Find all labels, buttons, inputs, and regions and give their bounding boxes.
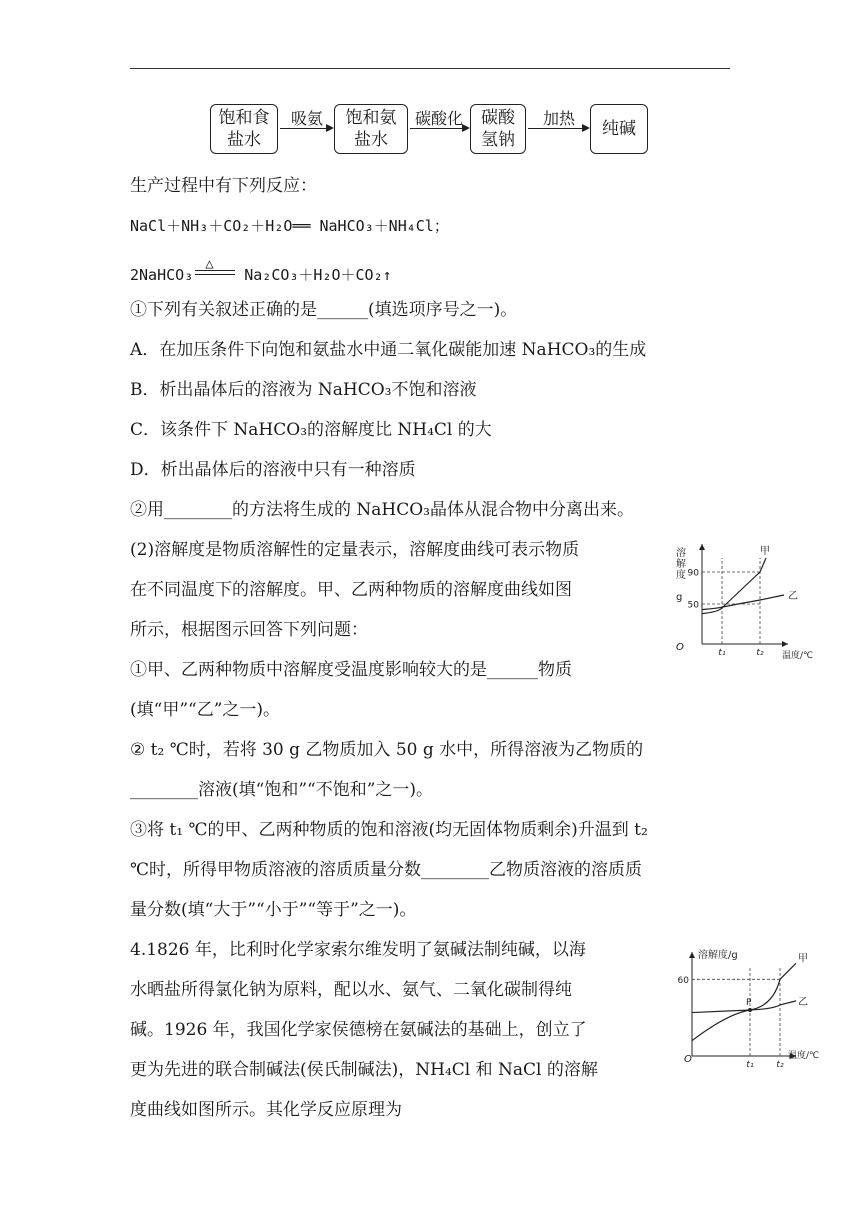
series-line-yi xyxy=(692,1001,796,1013)
q4-line-3: 碱。1926 年，我国化学家侯德榜在氨碱法的基础上，创立了 xyxy=(130,1020,587,1040)
series-line-yi xyxy=(702,595,784,610)
q4-line-4: 更为先进的联合制碱法(侯氏制碱法)，NH₄Cl 和 NaCl 的溶解 xyxy=(130,1060,598,1080)
heat-symbol: △ xyxy=(205,256,214,272)
option-a: A．在加压条件下向饱和氨盐水中通二氧化碳能加速 NaHCO₃的生成 xyxy=(130,340,647,360)
y-axis-label-char: 解 xyxy=(676,559,686,570)
series-line-jia xyxy=(692,963,796,1040)
x-axis-label: 温度/℃ xyxy=(782,651,814,661)
part2-sub3-line-2: ℃时，所得甲物质溶液的溶质质量分数________乙物质溶液的溶质质 xyxy=(130,860,643,880)
part2-sub2-line-2: ________溶液(填“饱和”“不饱和”之一)。 xyxy=(130,780,434,800)
flow-label-absorb-ammonia: 吸氨 xyxy=(290,109,323,128)
heat-condition xyxy=(193,258,235,282)
part2-line-3: 所示，根据图示回答下列问题： xyxy=(130,620,368,640)
reaction-2 xyxy=(130,258,392,287)
part2-line-2: 在不同温度下的溶解度。甲、乙两种物质的溶解度曲线如图 xyxy=(130,580,572,600)
y-axis-label-char: 溶 xyxy=(676,548,686,559)
series-label-yi: 乙 xyxy=(798,996,808,1008)
intersection-point-label: P xyxy=(746,998,752,1008)
flow-box-soda-ash: 纯碱 xyxy=(590,104,648,154)
x-axis-label: 温度/℃ xyxy=(788,1051,820,1061)
option-d: D．析出晶体后的溶液中只有一种溶质 xyxy=(130,460,416,480)
x-tick-label: t₁ xyxy=(746,1060,754,1070)
part2-line-5: (填“甲”“乙”之一)。 xyxy=(130,700,281,720)
part2-sub3-line-1: ③将 t₁ ℃的甲、乙两种物质的饱和溶液(均无固体物质剩余)升温到 t₂ xyxy=(130,820,648,840)
part2-line-4: ①甲、乙两种物质中溶解度受温度影响较大的是______物质 xyxy=(130,660,572,680)
origin-label: O xyxy=(676,642,684,653)
intro-text: 生产过程中有下列反应： xyxy=(130,176,317,196)
y-axis-label-char: 度 xyxy=(676,570,686,581)
part2-sub2-line-1: ② t₂ ℃时，若将 30 g 乙物质加入 50 g 水中，所得溶液为乙物质的 xyxy=(130,740,644,760)
q4-line-2: 水晒盐所得氯化钠为原料，配以水、氨气、二氧化碳制得纯 xyxy=(130,980,572,1000)
flow-box-sodium-bicarbonate: 碳酸 氢钠 xyxy=(470,104,526,154)
x-axis-arrow xyxy=(782,641,788,647)
flow-box-ammonia-brine: 饱和氨 盐水 xyxy=(334,104,408,154)
y-tick-label: 90 xyxy=(687,568,699,579)
question-1-stem: ①下列有关叙述正确的是______(填选项序号之一)。 xyxy=(130,300,518,320)
reaction-1: NaCl＋NH₃＋CO₂＋H₂O══ NaHCO₃＋NH₄Cl； xyxy=(130,217,449,235)
y-tick-label: 60 xyxy=(677,975,689,986)
reaction-2-left: 2NaHCO₃ xyxy=(130,266,194,284)
y-axis-label-char: g xyxy=(676,592,683,603)
top-rule xyxy=(130,68,730,69)
q4-line-5: 度曲线如图所示。其化学反应原理为 xyxy=(130,1100,402,1120)
series-label-jia: 甲 xyxy=(798,953,808,965)
q4-line-1: 4.1826 年，比利时化学家索尔维发明了氨碱法制纯碱，以海 xyxy=(130,940,586,960)
flow-arrow-2 xyxy=(410,128,468,129)
x-tick-label: t₂ xyxy=(756,648,764,658)
option-b: B．析出晶体后的溶液为 NaHCO₃不饱和溶液 xyxy=(130,380,477,400)
x-tick-label: t₁ xyxy=(718,648,726,658)
part2-sub3-line-3: 量分数(填“大于”“小于”“等于”之一)。 xyxy=(130,900,417,920)
flow-box-brine: 饱和食 盐水 xyxy=(210,104,278,154)
part2-line-1: (2)溶解度是物质溶解性的定量表示，溶解度曲线可表示物质 xyxy=(130,540,580,560)
flow-label-carbonation: 碳酸化 xyxy=(414,109,463,128)
intersection-point xyxy=(748,1008,752,1012)
reaction-2-right: Na₂CO₃＋H₂O＋CO₂↑ xyxy=(244,266,392,284)
solubility-chart-2 xyxy=(676,948,836,1076)
y-tick-label: 50 xyxy=(687,600,699,611)
flow-label-heat: 加热 xyxy=(542,109,575,128)
solubility-chart-1 xyxy=(672,538,832,664)
series-label-yi: 乙 xyxy=(788,591,798,602)
y-axis-arrow xyxy=(699,544,705,550)
y-axis-arrow xyxy=(689,952,695,958)
x-tick-label: t₂ xyxy=(776,1060,784,1070)
origin-label: O xyxy=(684,1054,692,1065)
flow-arrow-3 xyxy=(528,128,588,129)
question-1-part-2: ②用________的方法将生成的 NaHCO₃晶体从混合物中分离出来。 xyxy=(130,500,634,520)
flow-arrow-1 xyxy=(280,128,332,129)
option-c: C．该条件下 NaHCO₃的溶解度比 NH₄Cl 的大 xyxy=(130,420,492,440)
y-axis-label: 溶解度/g xyxy=(698,950,738,961)
series-label-jia: 甲 xyxy=(760,546,770,557)
process-flow-diagram xyxy=(210,104,660,158)
